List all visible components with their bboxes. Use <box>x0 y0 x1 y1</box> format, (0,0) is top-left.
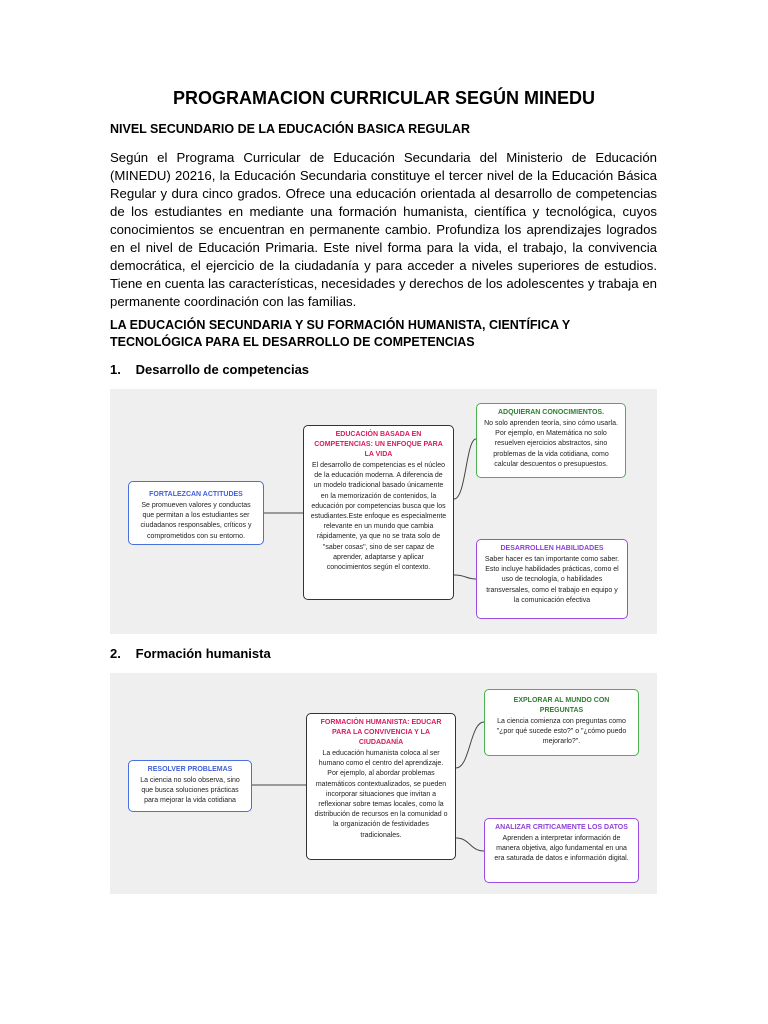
bottom-right-node-title: ANALIZAR CRITICAMENTE LOS DATOS <box>495 824 628 831</box>
document-subtitle: NIVEL SECUNDARIO DE LA EDUCACIÓN BASICA REGULAR <box>110 122 470 136</box>
left-node <box>128 760 252 812</box>
center-node <box>306 713 456 860</box>
center-node-title: EDUCACIÓN BASADA EN COMPETENCIAS: UN ENFOQUE PARA LA VIDA <box>314 431 443 458</box>
connector-top-right <box>454 439 476 499</box>
center-node-title: FORMACIÓN HUMANISTA: EDUCAR PARA LA CONVIVENCIA Y LA CIUDADANÍA <box>320 719 442 746</box>
top-right-node <box>484 689 639 756</box>
left-node <box>128 481 264 545</box>
item-heading-2 <box>110 646 271 661</box>
top-right-node-text: La ciencia comienza con preguntas como "¿por qué sucede esto?" o "¿cómo puedo mejorarlo?". <box>496 718 627 746</box>
center-node-text: La educación humanista coloca al ser humano como el centro del aprendizaje. Por ejemplo, al abordar problemas matemáticos contextualizados, se pueden incorporar situaciones que invitan a reflexionar sobre temas locales, como la distribución de recursos en la comunidad o la organización de festividades tradicionales. <box>314 750 448 839</box>
humanista-diagram <box>110 673 657 894</box>
intro-paragraph: Según el Programa Curricular de Educación Secundaria del Ministerio de Educación (MINEDU) 20216, la Educación Secundaria constituye el tercer nivel de la Educación Básica Regular y dura cinco grados. Ofrece una educación orientada al desarrollo de competencias de los estudiantes en mediante una formación humanista, científica y tecnológica, cuyos conocimientos se encuentran en permanente cambio. Profundiza los aprendizajes logrados en el nivel de Educación Primaria. Este nivel forma para la vida, el trabajo, la convivencia democrática, el ejercicio de la ciudadanía y para acceder a niveles superiores de estudios. Tiene en cuenta las características, necesidades y derechos de los adolescentes y trabaja en permanente coordinación con las familias. <box>110 150 657 309</box>
center-node-text: El desarrollo de competencias es el núcleo de la educación moderna. A diferencia de un modelo tradicional basado únicamente en la memorización de contenidos, la educación por competencias busca que los estudiantes.Este enfoque es especialmente relevante en un mundo que cambia rápidamente, ya que no se trata solo de "saber cosas", sino de ser capaz de aprender, adaptarse y aplicar conocimientos según el contexto. <box>310 462 447 572</box>
item-number: 1. <box>110 362 121 377</box>
top-right-node-text: No solo aprenden teoría, sino cómo usarla. Por ejemplo, en Matemática no solo resuelven ejercicios abstractos, sino problemas de la vida cotidiana, como calcular descuentos o presupuestos. <box>484 420 618 468</box>
bottom-right-node-text: Aprenden a interpretar información de manera objetiva, algo fundamental en una era saturada de datos e información digital. <box>494 835 629 863</box>
left-node-text: Se promueven valores y conductas que permitan a los estudiantes ser ciudadanos responsables, críticos y comprometidos con su entorno. <box>140 502 252 540</box>
document-title: PROGRAMACION CURRICULAR SEGÚN MINEDU <box>173 88 595 108</box>
top-right-node-title: EXPLORAR AL MUNDO CON PREGUNTAS <box>513 697 610 714</box>
bottom-right-node <box>476 539 628 619</box>
bottom-right-node-title: DESARROLLEN HABILIDADES <box>500 545 604 552</box>
competencias-diagram <box>110 389 657 634</box>
left-node-title: FORTALEZCAN ACTITUDES <box>149 491 243 498</box>
item-label: Formación humanista <box>135 646 271 661</box>
connector-top-right <box>456 722 484 768</box>
left-node-text: La ciencia no solo observa, sino que busca soluciones prácticas para mejorar la vida cotidiana <box>140 777 240 805</box>
bottom-right-node-text: Saber hacer es tan importante como saber. Esto incluye habilidades prácticas, como el uso de tecnología, o habilidades transversales, como el trabajo en equipo y la comunicación efectiva <box>484 556 620 604</box>
left-node-title: RESOLVER PROBLEMAS <box>147 766 233 773</box>
connector-bottom-right <box>454 575 476 579</box>
section-heading: LA EDUCACIÓN SECUNDARIA Y SU FORMACIÓN HUMANISTA, CIENTÍFICA Y TECNOLÓGICA PARA EL DESARROLLO DE COMPETENCIAS <box>110 318 570 349</box>
connector-bottom-right <box>456 838 484 851</box>
top-right-node-title: ADQUIERAN CONOCIMIENTOS. <box>497 409 605 416</box>
bottom-right-node <box>484 818 639 883</box>
item-label: Desarrollo de competencias <box>135 362 310 377</box>
item-heading-1 <box>110 362 309 377</box>
top-right-node <box>476 403 626 478</box>
center-node <box>303 425 454 600</box>
item-number: 2. <box>110 646 121 661</box>
